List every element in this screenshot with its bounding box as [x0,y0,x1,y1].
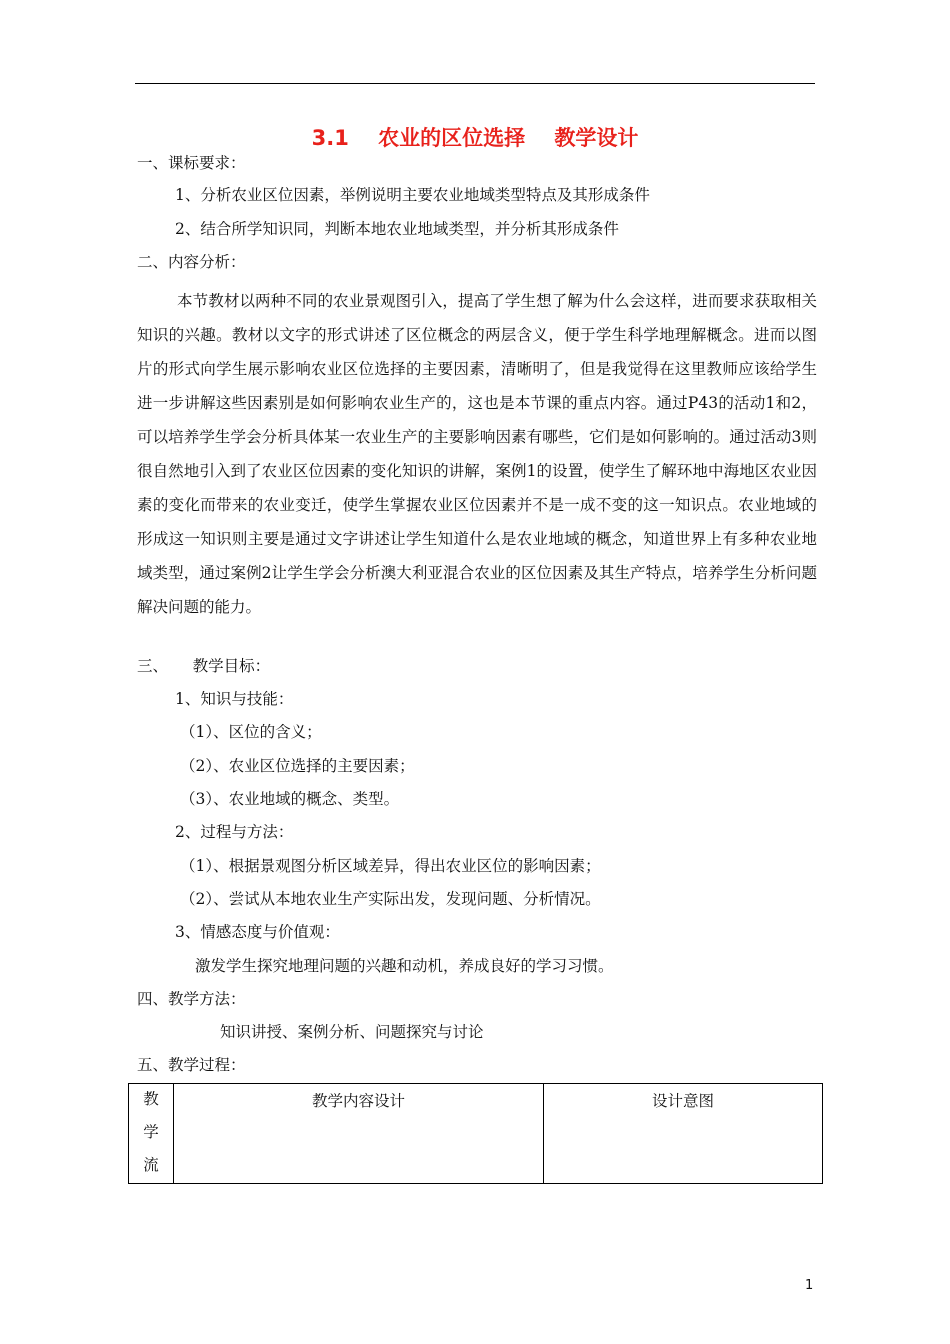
section-3-sub-2: 2、过程与方法： [175,823,294,841]
section-3-sub-1-c: （3）、农业地域的概念、类型。 [180,790,400,808]
section-3-sub-1: 1、知识与技能： [175,690,294,708]
table-header-content-design: 教学内容设计 [174,1084,544,1184]
header-rule [135,83,815,84]
section-3-sub-1-a: （1）、区位的含义； [180,723,322,741]
section-3-sub-3-a: 激发学生探究地理问题的兴趣和动机，养成良好的学习习惯。 [195,957,614,975]
section-5-heading: 五、教学过程： [137,1056,246,1074]
document-title: 3.1 农业的区位选择 教学设计 [311,126,639,150]
section-3-sub-2-a: （1）、根据景观图分析区域差异，得出农业区位的影响因素； [180,857,601,875]
section-4-content: 知识讲授、案例分析、问题探究与讨论 [220,1023,484,1041]
stage-char-3: 流 [143,1156,159,1174]
section-2-paragraph: 本节教材以两种不同的农业景观图引入，提高了学生想了解为什么会这样，进而要求获取相关知识的兴趣。教材以文字的形式讲述了区位概念的两层含义，便于学生科学地理解概念。进而以图片的形式向学生展示影响农业区位选择的主要因素，清晰明了，但是我觉得在这里教师应该给学生进一步讲解这些因素别是如何影响农业生产的，这也是本节课的重点内容。通过P43的活动1和2，可以培养学生学会分析具体某一农业生产的主要影响因素有哪些，它们是如何影响的。通过活动3则很自然地引入到了农业区位因素的变化知识的讲解，案例1的设置，使学生了解环地中海地区农业因素的变化而带来的农业变迁，使学生掌握农业区位因素并不是一成不变的这一知识点。农业地域的形成这一知识则主要是通过文字讲述让学生知道什么是农业地域的概念，知道世界上有多种农业地域类型，通过案例2让学生学会分析澳大利亚混合农业的区位因素及其生产特点，培养学生分析问题解决问题的能力。 [137,292,817,616]
table-header-design-intent: 设计意图 [544,1084,823,1184]
section-4-heading: 四、教学方法： [137,990,246,1008]
stage-char-1: 教 [143,1090,159,1108]
page-number: 1 [805,1278,814,1293]
teaching-process-table [128,1083,823,1184]
table-row [129,1084,823,1184]
section-3-sub-2-b: （2）、尝试从本地农业生产实际出发，发现问题、分析情况。 [180,890,601,908]
section-1-item-2: 2、结合所学知识同，判断本地农业地域类型，并分析其形成条件 [175,220,619,238]
table-cell-stage [129,1084,174,1184]
section-2-heading: 二、内容分析： [137,253,246,271]
section-3-heading: 三、 教学目标： [137,657,271,675]
section-3-sub-3: 3、情感态度与价值观： [175,923,340,941]
stage-char-2: 学 [143,1123,159,1141]
section-3-sub-1-b: （2）、农业区位选择的主要因素； [180,757,415,775]
section-1-item-1: 1、分析农业区位因素，举例说明主要农业地域类型特点及其形成条件 [175,186,650,204]
section-1-heading: 一、课标要求： [137,154,246,172]
